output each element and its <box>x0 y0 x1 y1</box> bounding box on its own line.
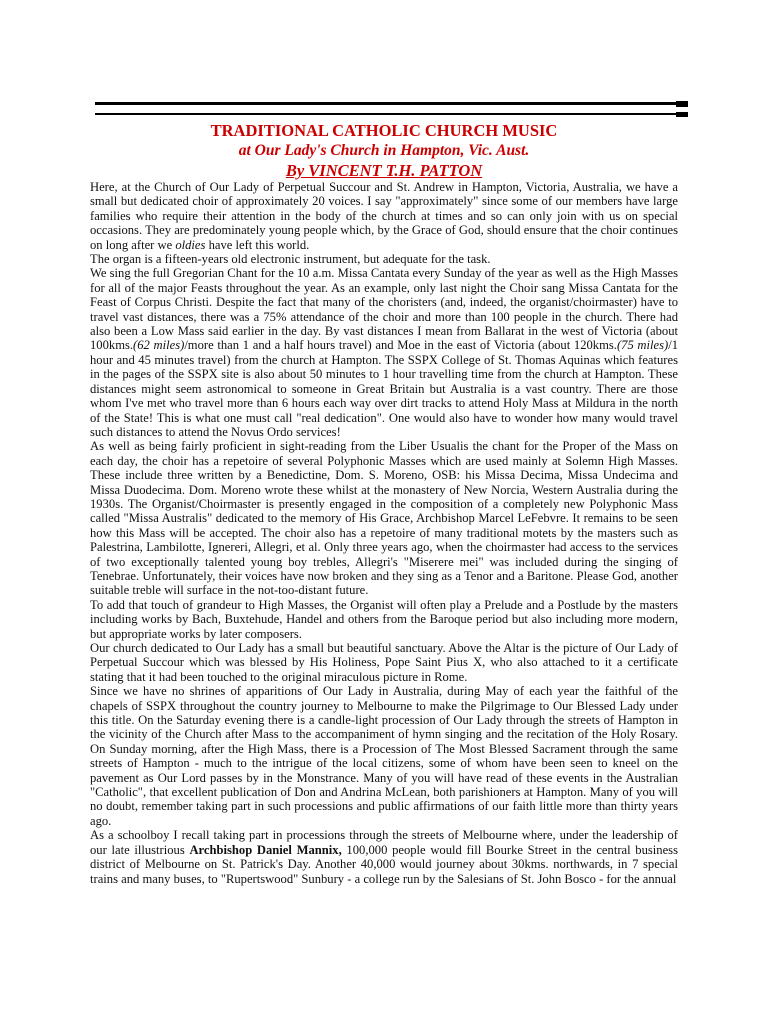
paragraph-processions: As a schoolboy I recall taking part in processions through the streets of Melbourne where, under the leadership of our late illustrious Archbishop Daniel Mannix, 100,000 people would fill Bourke Street in the central business district of Melbourne on St. Patrick's Day. Another 40,000 would journey about 30kms. northwards, in 7 special trains and many buses, to "Rupertswood" Sunbury - a college run by the Salesians of St. John Bosco - for the annual <box>90 828 678 886</box>
bottom-divider <box>95 113 679 115</box>
bottom-divider-cap <box>676 112 688 117</box>
paragraph-choir: Here, at the Church of Our Lady of Perpetual Succour and St. Andrew in Hampton, Victoria, Australia, we have a small but dedicated choir of approximately 20 voices. I say "approximately" since some of our members have large families who require their attention in the body of the church at times and so can only join with us on special occasions. They are predominately young people which, by the Grace of God, should ensure that the choir continues on long after we oldies have left this world. <box>90 180 678 252</box>
paragraph-gregorian-chant: We sing the full Gregorian Chant for the 10 a.m. Missa Cantata every Sunday of the year as well as the High Masses for all of the major Feasts throughout the year. As an example, only last night the Choir sang Missa Cantata for the Feast of Corpus Christi. Despite the fact that many of the choristers (and, indeed, the organist/choirmaster) have to travel vast distances, there was a 75% attendance of the choir and more than 100 people in the church. There had also been a Low Mass said earlier in the day. By vast distances I mean from Ballarat in the west of Victoria (about 100kms.(62 miles)/more than 1 and a half hours travel) and Moe in the east of Victoria (about 120kms.(75 miles)/1 hour and 45 minutes travel) from the church at Hampton. The SSPX College of St. Thomas Aquinas which features in the pages of the SSPX site is also about 50 minutes to 1 hour travelling time from the church at Hampton. These distances might seem astronomical to someone in Great Britain but Australia is a vast country. There are those whom I've met who travel more than 6 hours each way over dirt tracks to attend Holy Mass at Mildura in the north of the State! This is what one must call "real dedication". One would also have to wonder how many would travel such distances to attend the Novus Ordo services! <box>90 266 679 439</box>
article-title: TRADITIONAL CATHOLIC CHURCH MUSIC <box>210 121 558 140</box>
article-header <box>90 121 678 181</box>
article-body <box>90 180 678 886</box>
archbishop-mannix-emphasis: Archbishop Daniel Mannix, <box>189 842 342 857</box>
paragraph-polyphony: As well as being fairly proficient in sight-reading from the Liber Usualis the chant for the Proper of the Mass on each day, the choir has a repetoire of several Polyphonic Masses which are used mainly at Solemn High Masses. These include three written by a Benedictine, Dom. S. Moreno, OSB: his Missa Decima, Missa Undecima and Missa Duodecima. Dom. Moreno wrote these whilst at the monastery of New Norcia, Western Australia during the 1930s. The Organist/Choirmaster is presently engaged in the composition of a completely new Polyphonic Mass called "Missa Australis" dedicated to the memory of His Grace, Archbishop Marcel LeFebvre. It remains to be seen how this Mass will be accepted. The choir also has a repetoire of many traditional motets by the masters such as Palestrina, Lambilotte, Ignereri, Allegri, et al. Only three years ago, when the choirmaster had access to the services of two exceptionally talented young boy trebles, Allegri's "Miserere mei" was included during the singing of Tenebrae. Unfortunately, their voices have now broken and they sing as a Tenor and a Baritone. Please God, another suitable treble will surface in the not-too-distant future. <box>90 439 678 598</box>
article-subtitle: at Our Lady's Church in Hampton, Vic. Aust. <box>238 142 530 159</box>
paragraph-organ-works: To add that touch of grandeur to High Masses, the Organist will often play a Prelude and a Postlude by the masters including works by Bach, Buxtehude, Handel and others from the Baroque period but also including more modern, but appropriate works by later composers. <box>90 597 678 641</box>
paragraph-organ: The organ is a fifteen-years old electronic instrument, but adequate for the task. <box>90 252 491 267</box>
oldies-emphasis: oldies <box>175 237 206 252</box>
article-byline: By VINCENT T.H. PATTON <box>285 161 483 180</box>
miles-75-emphasis: (75 miles) <box>616 338 669 353</box>
top-divider <box>95 102 679 105</box>
miles-62-emphasis: (62 miles) <box>133 338 185 353</box>
top-divider-cap <box>676 101 688 107</box>
paragraph-sanctuary: Our church dedicated to Our Lady has a small but beautiful sanctuary. Above the Altar is the picture of Our Lady of Perpetual Succour which was blessed by His Holiness, Pope Saint Pius X, who also attached to it a certificate stating that it had been touched to the original miraculous picture in Rome. <box>90 641 678 684</box>
paragraph-pilgrimage: Since we have no shrines of apparitions of Our Lady in Australia, during May of each year the faithful of the chapels of SSPX throughout the country journey to Melbourne to make the Pilgrimage to Our Blessed Lady under this title. On the Saturday evening there is a candle-light procession of Our Lady through the streets of Hampton in the vicinity of the Church after Mass to the accompaniment of hymn singing and the recitation of the Holy Rosary. On Sunday morning, after the High Mass, there is a Procession of The Most Blessed Sacrament through the same streets of Hampton - much to the intrigue of the local citizens, some of whom have been seen to kneel on the pavement as Our Lord passes by in the Monstrance. Many of you will have read of these events in the Australian "Catholic", that excellent publication of Don and Andrina McLean, both parishioners at Hampton. Many of you will no doubt, remember taking part in such processions and public affirmations of our faith little more than thirty years ago. <box>90 684 678 828</box>
